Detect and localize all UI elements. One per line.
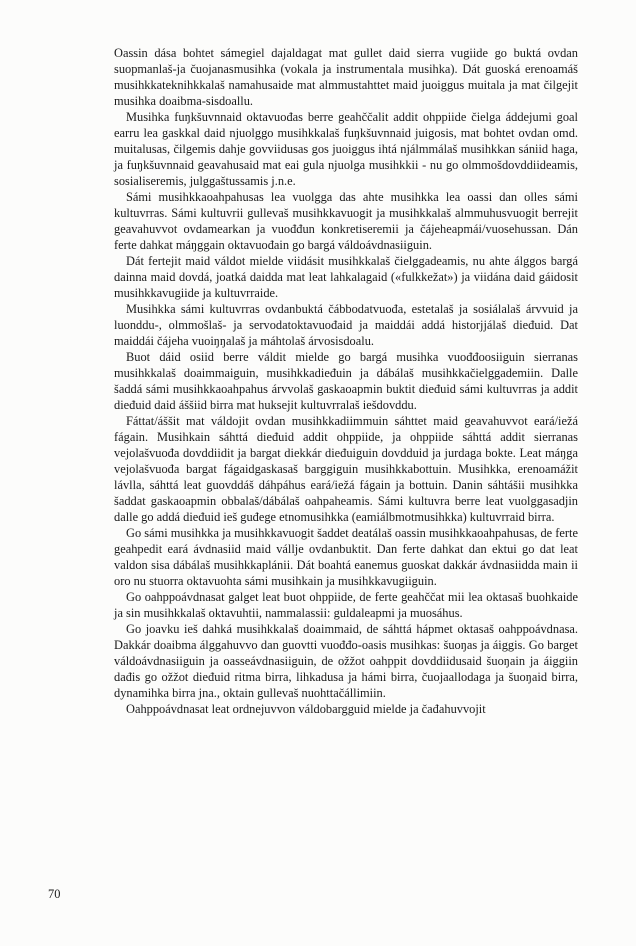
paragraph: Go joavku ieš dahká musihkkalaš doaimmaid, de sáhttá hápmet oktasaš oahppoávdnasa. Dakkár doaibma álggahuvvo dan guovtti vuođđo-oasis musihkas: šuoŋas ja áiggis. Go barget váldoávdnasiiguin ja oasseávdnasiiguin, de ožžot oahppit dovddiidusaid šuoŋain ja áiggiin dađis go ožžot dieđuid ritma birra, lihkadusa ja hámi birra, čuojaallodaga ja šuoŋaid birra, dynamihka birra jna., oktain gullevaš nuohttačállimiin. — [114, 622, 578, 700]
paragraph: Fáttat/áššit mat váldojit ovdan musihkkadiimmuin sáhttet maid geavahuvvot eará/iežá fágain. Musihkain sáhttá dieđuid addit ohppiide, ja ohppiide sáhttá addit sierranas vejolašvuođa dovddiidit ja bargat diekkár dieđuiguin dovdduid ja jurdaga bokte. Leat máŋga vejolašvuođa bargat fágaidgaskasaš barggiguin musihkkabottuin. Musihkka, erenoamážit lávlla, sáhttá leat guovddáš dáhpáhus eará/iežá fágain ja bottuin. Danin sáhtášii musihkka šaddat gaskaoapmin obbalaš/dábálaš oahpaheamis. Sámi kultuvra berre leat vuolggasadjin dalle go addá dieđuid ieš guđege etnomusihkka (eamiálbmotmusihkka) kultuvrraid birra. — [114, 414, 578, 524]
page-number: 70 — [48, 887, 61, 901]
paragraph: Musihkka sámi kultuvrras ovdanbuktá čábbodatvuođa, estetalaš ja sosiálalaš árvvuid ja luonddu-, olmmošlaš- ja servodatoktavuođaid ja maiddái addá historjjálaš dieđuid. Dat maiddái čájeha vuoiŋŋalaš ja máhtolaš árvosisdoalu. — [114, 302, 578, 348]
paragraph: Oassin dása bohtet sámegiel dajaldagat mat gullet daid sierra vugiide go buktá ovdan suopmanlaš-ja čuojanasmusihka (vokala ja instrumentala musihka). Dát guoská erenoamáš musihkkateknihkkalaš namahusaide mat almmustahttet maid juoiggus muitala ja mat čilgejit musihka doaibma-sisdoallu. — [114, 46, 578, 108]
paragraph: Go oahppoávdnasat galget leat buot ohppiide, de ferte geahččat mii lea oktasaš buohkaide ja sin musihkkalaš oktavuhtii, nammalassii: guldaleapmi ja muosáhus. — [114, 590, 578, 620]
body-text — [114, 45, 578, 717]
paragraph: Buot dáid osiid berre váldit mielde go bargá musihka vuođđoosiiguin sierranas musihkkalaš doaimmaiguin, musihkkadieđuin ja dábálaš musihkkačielggademiin. Dalle šaddá sámi musihkkaoahpahus árvvolaš gaskaoapmin buktit dieđuid sámi kultuvrras ja addit dieđuid daid áššiid birra mat huksejit kultuvrralaš iešdovddu. — [114, 350, 578, 412]
paragraph: Sámi musihkkaoahpahusas lea vuolgga das ahte musihkka lea oassi dan olles sámi kultuvrras. Sámi kultuvrii gullevaš musihkkavuogit ja musihkkalaš almmuhusvuogit berrejit geavahuvvot ovdamearkan ja vuođđun konkretiseremii ja čájeheapmái/vuosehussan. Dán ferte dahkat máŋggain oktavuođain go bargá váldoávdnasiiguin. — [114, 190, 578, 252]
paragraph: Dát fertejit maid váldot mielde viidásit musihkkalaš čielggadeamis, nu ahte álggos bargá dainna maid dovdá, joatká daidda mat leat lahkalagaid («fulkkežat») ja viidána daid gáidosit musihkkavugiide ja kultuvrraide. — [114, 254, 578, 300]
paragraph: Oahppoávdnasat leat ordnejuvvon váldobargguid mielde ja čađahuvvojit — [126, 702, 486, 716]
paragraph: Musihka fuŋkšuvnnaid oktavuođas berre geahččalit addit ohppiide čielga áddejumi goal earru lea gaskkal daid njuolggo musihkkalaš fuŋkšuvnnaid juigosis, mat bohtet ovdan omd. muitalusas, čilgemis dahje govviidusas gos juoiggus ihtá njálmmálaš musihkkan sániid haga, ja fuŋkšuvnnaid geavahusaid mat eai gula njuolga musihkkii - nu go olmmošdovddiideamis, sosialiseremis, julggaštussamis j.n.e. — [114, 110, 578, 188]
paragraph: Go sámi musihkka ja musihkkavuogit šaddet deatálaš oassin musihkkaoahpahusas, de ferte geahpedit eará ávdnasiid maid vállje ovdanbuktit. Dan ferte dahkat dan ektui go dat leat valdon sisa dábálaš musihkkaplánii. Dát boahtá eanemus guoskat dakkár ávdnasiidda main ii oro nu stuorra oktavuohta sámi musihkain ja musihkkavugiiguin. — [114, 526, 578, 588]
